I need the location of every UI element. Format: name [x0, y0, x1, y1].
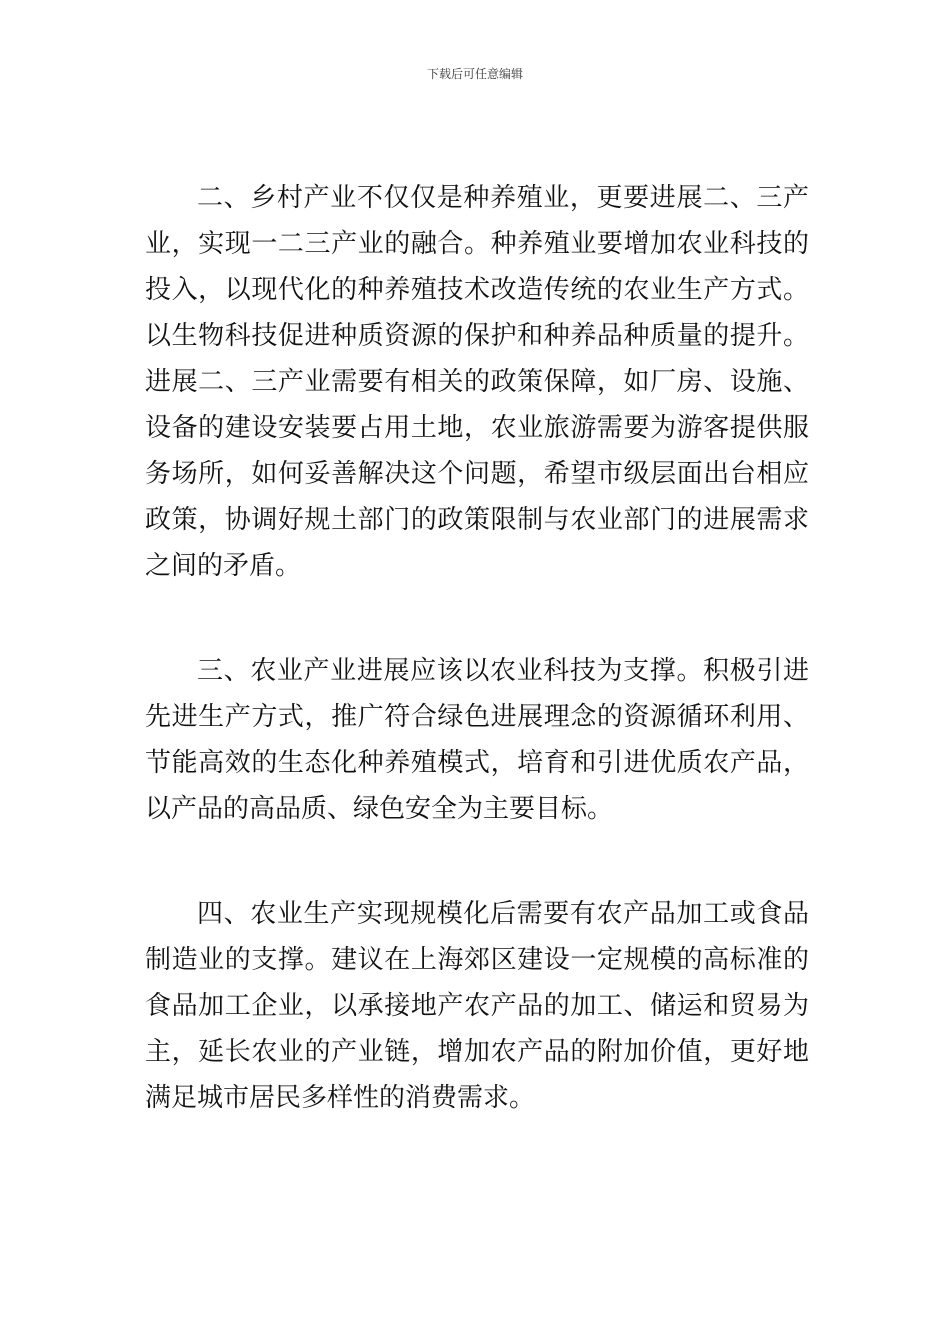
paragraph-4: 四、农业生产实现规模化后需要有农产品加工或食品制造业的支撑。建议在上海郊区建设一定规模的高标准的食品加工企业，以承接地产农产品的加工、储运和贸易为主，延长农业的产业链，增加农产品的附加价值，更好地满足城市居民多样性的消费需求。 [145, 899, 809, 1113]
paragraph-3: 三、农业产业进展应该以农业科技为支撑。积极引进先进生产方式，推广符合绿色进展理念的资源循环利用、节能高效的生态化种养殖模式，培育和引进优质农产品，以产品的高品质、绿色安全为主要目标。 [145, 656, 809, 824]
paragraph-2: 二、乡村产业不仅仅是种养殖业，更要进展二、三产业，实现一二三产业的融合。种养殖业要增加农业科技的投入，以现代化的种养殖技术改造传统的农业生产方式。以生物科技促进种质资源的保护和种养品种质量的提升。进展二、三产业需要有相关的政策保障，如厂房、设施、设备的建设安装要占用土地，农业旅游需要为游客提供服务场所，如何妥善解决这个问题，希望市级层面出台相应政策，协调好规土部门的政策限制与农业部门的进展需求之间的矛盾。 [145, 183, 809, 581]
document-body [145, 175, 809, 1121]
page-header: 下载后可任意编辑 [426, 67, 523, 81]
